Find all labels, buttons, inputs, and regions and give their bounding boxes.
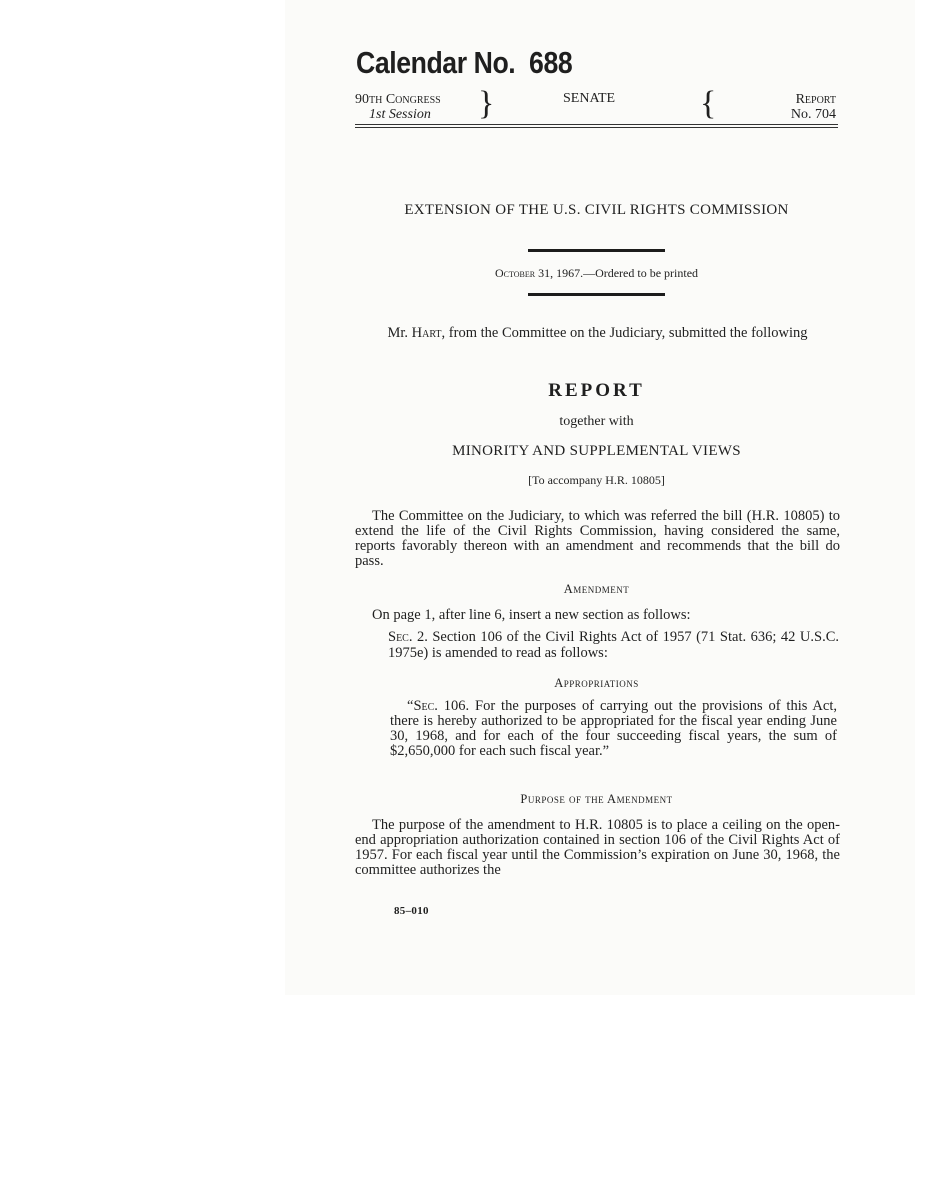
senator-name: Hart [411, 325, 442, 341]
appropriations-heading: Appropriations [554, 676, 639, 690]
report-number-block [780, 92, 836, 122]
report-number: No. 704 [790, 107, 836, 122]
intro-rest: , from the Committee on the Judiciary, submitted the following [441, 325, 808, 341]
together-with: together with [559, 414, 634, 429]
quote-body: 106. For the purposes of carrying out the provisions of this Act, there is hereby authorized to be appropriated for the fiscal year ending June 30, 1968, and for each of the four succeeding fiscal years, the sum of $2,650,000 for each such fiscal year.” [390, 698, 837, 759]
congress-label: 90th Congress [355, 92, 441, 107]
document-title: EXTENSION OF THE U.S. CIVIL RIGHTS COMMISSION [404, 202, 789, 218]
session-label: 1st Session [369, 107, 431, 122]
order-date [355, 266, 838, 281]
chamber-label: SENATE [563, 91, 616, 106]
report-heading: REPORT [548, 380, 645, 401]
amendment-instruction: On page 1, after line 6, insert a new section as follows: [372, 607, 691, 623]
amendment-heading: Amendment [563, 582, 630, 596]
quote-label: Sec. [413, 698, 438, 714]
left-brace-icon: } [478, 85, 495, 122]
section-2-label: Sec. [388, 629, 413, 645]
date-rest: 31, 1967.—Ordered to be printed [538, 266, 699, 280]
committee-paragraph: The Committee on the Judiciary, to which was referred the bill (H.R. 10805) to extend the life of the Civil Rights Commission, having considered the same, reports favorably thereon with an amendment and recommends that the bill do pass. [355, 508, 840, 569]
calendar-value: 688 [529, 45, 573, 80]
intro-prefix: Mr. [387, 325, 409, 341]
right-brace-icon: { [700, 85, 717, 122]
report-label: Report [795, 92, 836, 107]
section-2-text [388, 629, 839, 661]
title-divider-bottom [528, 293, 665, 296]
section-2-body: 2. Section 106 of the Civil Rights Act of 1957 (71 Stat. 636; 42 U.S.C. 1975e) is amended to read as follows: [388, 629, 839, 661]
congress-session-block [355, 92, 441, 122]
section-106-quote [390, 699, 837, 759]
quote-open: “ [407, 698, 414, 714]
accompany-note: [To accompany H.R. 10805] [528, 473, 665, 487]
title-divider-top [528, 249, 665, 252]
submission-line [355, 326, 840, 341]
purpose-paragraph: The purpose of the amendment to H.R. 10805 is to place a ceiling on the open-end appropriation authorization contained in section 106 of the Civil Rights Act of 1957. For each fiscal year until the Commission’s expiration on June 30, 1968, the committee authorizes the [355, 817, 840, 878]
header-rule-top [355, 124, 838, 125]
minority-views-heading: MINORITY AND SUPPLEMENTAL VIEWS [452, 443, 741, 459]
purpose-heading: Purpose of the Amendment [520, 792, 673, 806]
print-code: 85–010 [394, 905, 429, 917]
calendar-label: Calendar No. [356, 45, 516, 80]
header-rule-bottom [355, 127, 838, 128]
date-month: October [494, 266, 536, 280]
calendar-number [356, 45, 572, 81]
